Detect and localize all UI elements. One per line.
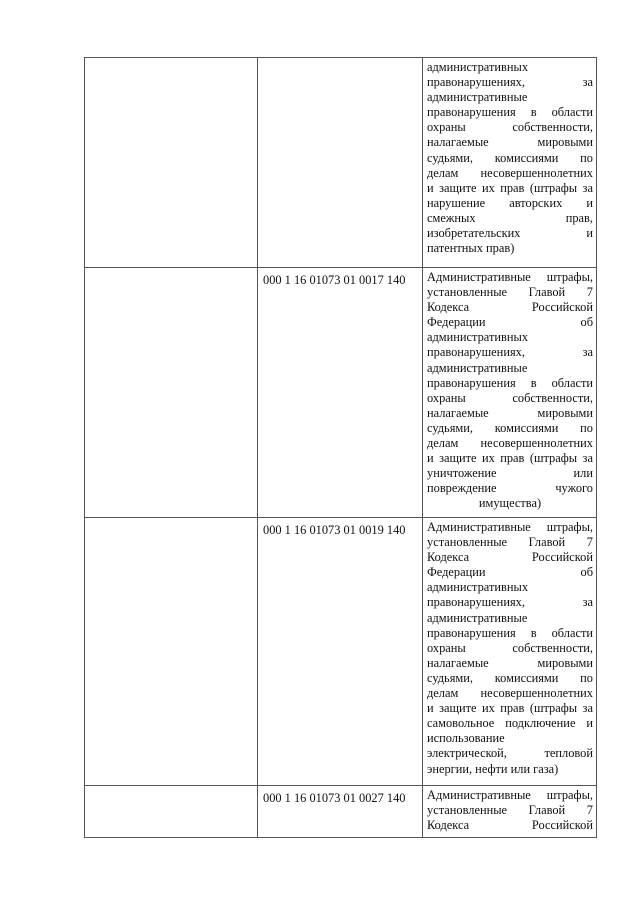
budget-code-cell (258, 786, 423, 838)
description-word: охраны (427, 390, 466, 405)
description-line (427, 361, 593, 376)
description-word: об (580, 315, 593, 330)
description-text (423, 518, 596, 781)
description-word: правонарушения (427, 375, 516, 390)
description-word: собственности, (512, 640, 593, 655)
description-word: за (582, 701, 593, 716)
description-line (427, 580, 593, 595)
description-cell (423, 268, 597, 518)
description-word: административных (427, 60, 529, 74)
description-line (427, 120, 593, 135)
description-word: тепловой (544, 746, 593, 761)
description-word: авторских (509, 195, 563, 210)
description-word: Административные (427, 520, 531, 534)
description-line (427, 315, 593, 330)
description-word: Кодекса (427, 818, 470, 833)
table-row (85, 786, 597, 838)
description-word: в (530, 625, 537, 640)
description-line (427, 818, 593, 833)
description-line (427, 671, 593, 686)
description-line (427, 535, 593, 550)
description-word: административных (427, 330, 529, 345)
budget-code: 000 1 16 01073 01 0017 140 (263, 273, 406, 287)
description-word: чужого (555, 481, 593, 496)
description-line (427, 746, 593, 761)
description-word: в (530, 105, 537, 120)
description-word: охраны (427, 640, 466, 655)
description-word: защите (439, 701, 477, 716)
description-word: энергии, нефти или газа) (427, 761, 559, 776)
description-line (427, 496, 593, 511)
description-word: Российской (531, 550, 593, 565)
description-word: защите (439, 451, 477, 466)
budget-code-cell (258, 58, 423, 268)
description-word: Федерации (427, 565, 486, 580)
description-word: охраны (427, 120, 466, 135)
description-word: электрической, (427, 746, 507, 761)
description-line (427, 716, 593, 731)
description-word: за (582, 595, 593, 610)
description-word: прав (500, 701, 525, 716)
description-word: Главой (528, 285, 566, 300)
description-word: установленные (427, 803, 508, 818)
description-word: прав, (565, 210, 593, 225)
description-line (427, 466, 593, 481)
description-line (427, 241, 593, 256)
description-line (427, 270, 593, 285)
description-line (427, 762, 593, 777)
description-word: и (427, 180, 434, 195)
description-word: использование (427, 731, 505, 746)
description-word: повреждение (427, 481, 497, 496)
description-word: Российской (531, 300, 593, 315)
budget-code-cell (258, 518, 423, 786)
description-text (423, 786, 596, 837)
description-word: прав (500, 451, 525, 466)
description-word: делам (427, 436, 459, 451)
description-word: Административные (427, 270, 531, 284)
description-word: нарушение (427, 195, 486, 210)
description-line (427, 611, 593, 626)
description-word: Главой (528, 535, 566, 550)
empty-cell (85, 786, 258, 838)
description-line (427, 391, 593, 406)
description-word: налагаемые (427, 135, 489, 150)
description-word: об (580, 565, 593, 580)
empty-cell (85, 58, 258, 268)
description-word: в (530, 375, 537, 390)
description-word: их (481, 701, 495, 716)
description-word: правонарушения (427, 105, 516, 120)
description-line (427, 451, 593, 466)
description-word: несовершеннолетних (480, 436, 593, 451)
budget-code-table (84, 57, 597, 838)
description-line (427, 595, 593, 610)
description-word: по (580, 150, 593, 165)
description-line (427, 731, 593, 746)
description-word: несовершеннолетних (480, 165, 593, 180)
description-word: 7 (586, 803, 593, 818)
description-word: 7 (586, 535, 593, 550)
description-word: 7 (586, 285, 593, 300)
description-cell (423, 518, 597, 786)
description-word: (штрафы (529, 451, 578, 466)
description-word: Кодекса (427, 550, 470, 565)
description-line (427, 436, 593, 451)
description-word: штрафы, (546, 788, 593, 802)
description-line (427, 803, 593, 818)
description-word: штрафы, (546, 520, 593, 534)
description-word: смежных (427, 210, 476, 225)
description-word: мировыми (537, 655, 593, 670)
description-line (427, 135, 593, 150)
description-word: подключение (505, 716, 576, 731)
description-line (427, 788, 593, 803)
description-word: уничтожение (427, 466, 497, 481)
description-line (427, 105, 593, 120)
description-cell (423, 786, 597, 838)
description-line (427, 421, 593, 436)
description-word: за (582, 345, 593, 360)
description-word: или (573, 466, 593, 481)
description-line (427, 151, 593, 166)
description-word: по (580, 670, 593, 685)
table-row (85, 518, 597, 786)
empty-cell (85, 268, 258, 518)
description-word: за (582, 75, 593, 90)
description-line (427, 181, 593, 196)
description-word: комиссиями (494, 420, 559, 435)
description-line (427, 481, 593, 496)
description-word: области (551, 375, 593, 390)
description-word: Федерации (427, 315, 486, 330)
description-line (427, 686, 593, 701)
description-line (427, 196, 593, 211)
description-cell (423, 58, 597, 268)
description-word: самовольное (427, 716, 495, 731)
description-word: и (427, 701, 434, 716)
budget-code (258, 58, 422, 63)
description-word: комиссиями (494, 670, 559, 685)
description-line (427, 376, 593, 391)
description-line (427, 345, 593, 360)
description-line (427, 300, 593, 315)
description-word: области (551, 625, 593, 640)
description-word: административные (427, 610, 528, 625)
description-word: делам (427, 686, 459, 701)
empty-cell (85, 518, 258, 786)
budget-code: 000 1 16 01073 01 0019 140 (263, 523, 406, 537)
description-word: административные (427, 360, 528, 375)
description-word: мировыми (537, 405, 593, 420)
description-word: судьями, (427, 420, 473, 435)
description-line (427, 641, 593, 656)
description-word: правонарушения (427, 625, 516, 640)
description-word: установленные (427, 285, 508, 300)
description-word: правонарушениях, (427, 345, 525, 360)
description-line (427, 166, 593, 181)
description-word: штрафы, (546, 270, 593, 284)
description-word: комиссиями (494, 150, 559, 165)
description-word: мировыми (537, 135, 593, 150)
description-word: административные (427, 90, 528, 105)
description-line (427, 565, 593, 580)
description-word: судьями, (427, 150, 473, 165)
description-word: несовершеннолетних (480, 686, 593, 701)
description-word: собственности, (512, 390, 593, 405)
description-word: правонарушениях, (427, 75, 525, 90)
description-line (427, 60, 593, 75)
description-word: защите (439, 180, 477, 195)
description-word: Российской (531, 818, 593, 833)
description-word: делам (427, 165, 459, 180)
description-line (427, 550, 593, 565)
description-word: и (586, 716, 593, 731)
description-text (423, 268, 596, 516)
description-word: налагаемые (427, 405, 489, 420)
table-row (85, 268, 597, 518)
description-line (427, 626, 593, 641)
table-row (85, 58, 597, 268)
description-word: за (582, 451, 593, 466)
description-line (427, 406, 593, 421)
description-word: судьями, (427, 670, 473, 685)
description-word: области (551, 105, 593, 120)
description-word: прав (500, 180, 525, 195)
description-line (427, 226, 593, 241)
description-word: изобретательских (427, 226, 521, 241)
description-word: за (582, 180, 593, 195)
description-line (427, 211, 593, 226)
description-word: по (580, 420, 593, 435)
description-line (427, 701, 593, 716)
description-line (427, 656, 593, 671)
description-word: установленные (427, 535, 508, 550)
description-word: имущества) (478, 496, 542, 511)
description-word: (штрафы (529, 701, 578, 716)
description-text (423, 58, 596, 260)
budget-code: 000 1 16 01073 01 0027 140 (263, 791, 406, 805)
description-word: правонарушениях, (427, 595, 525, 610)
description-word: налагаемые (427, 655, 489, 670)
description-word: и (427, 451, 434, 466)
description-word: их (481, 451, 495, 466)
description-line (427, 90, 593, 105)
description-word: их (481, 180, 495, 195)
description-word: Главой (528, 803, 566, 818)
description-line (427, 520, 593, 535)
description-word: (штрафы (529, 180, 578, 195)
description-word: и (586, 195, 593, 210)
description-word: патентных прав) (427, 241, 515, 256)
description-line (427, 285, 593, 300)
description-line (427, 330, 593, 345)
description-word: Административные (427, 788, 531, 802)
description-word: и (586, 226, 593, 241)
description-line (427, 75, 593, 90)
description-word: административных (427, 580, 529, 595)
description-word: собственности, (512, 120, 593, 135)
description-word: Кодекса (427, 300, 470, 315)
budget-code-cell (258, 268, 423, 518)
